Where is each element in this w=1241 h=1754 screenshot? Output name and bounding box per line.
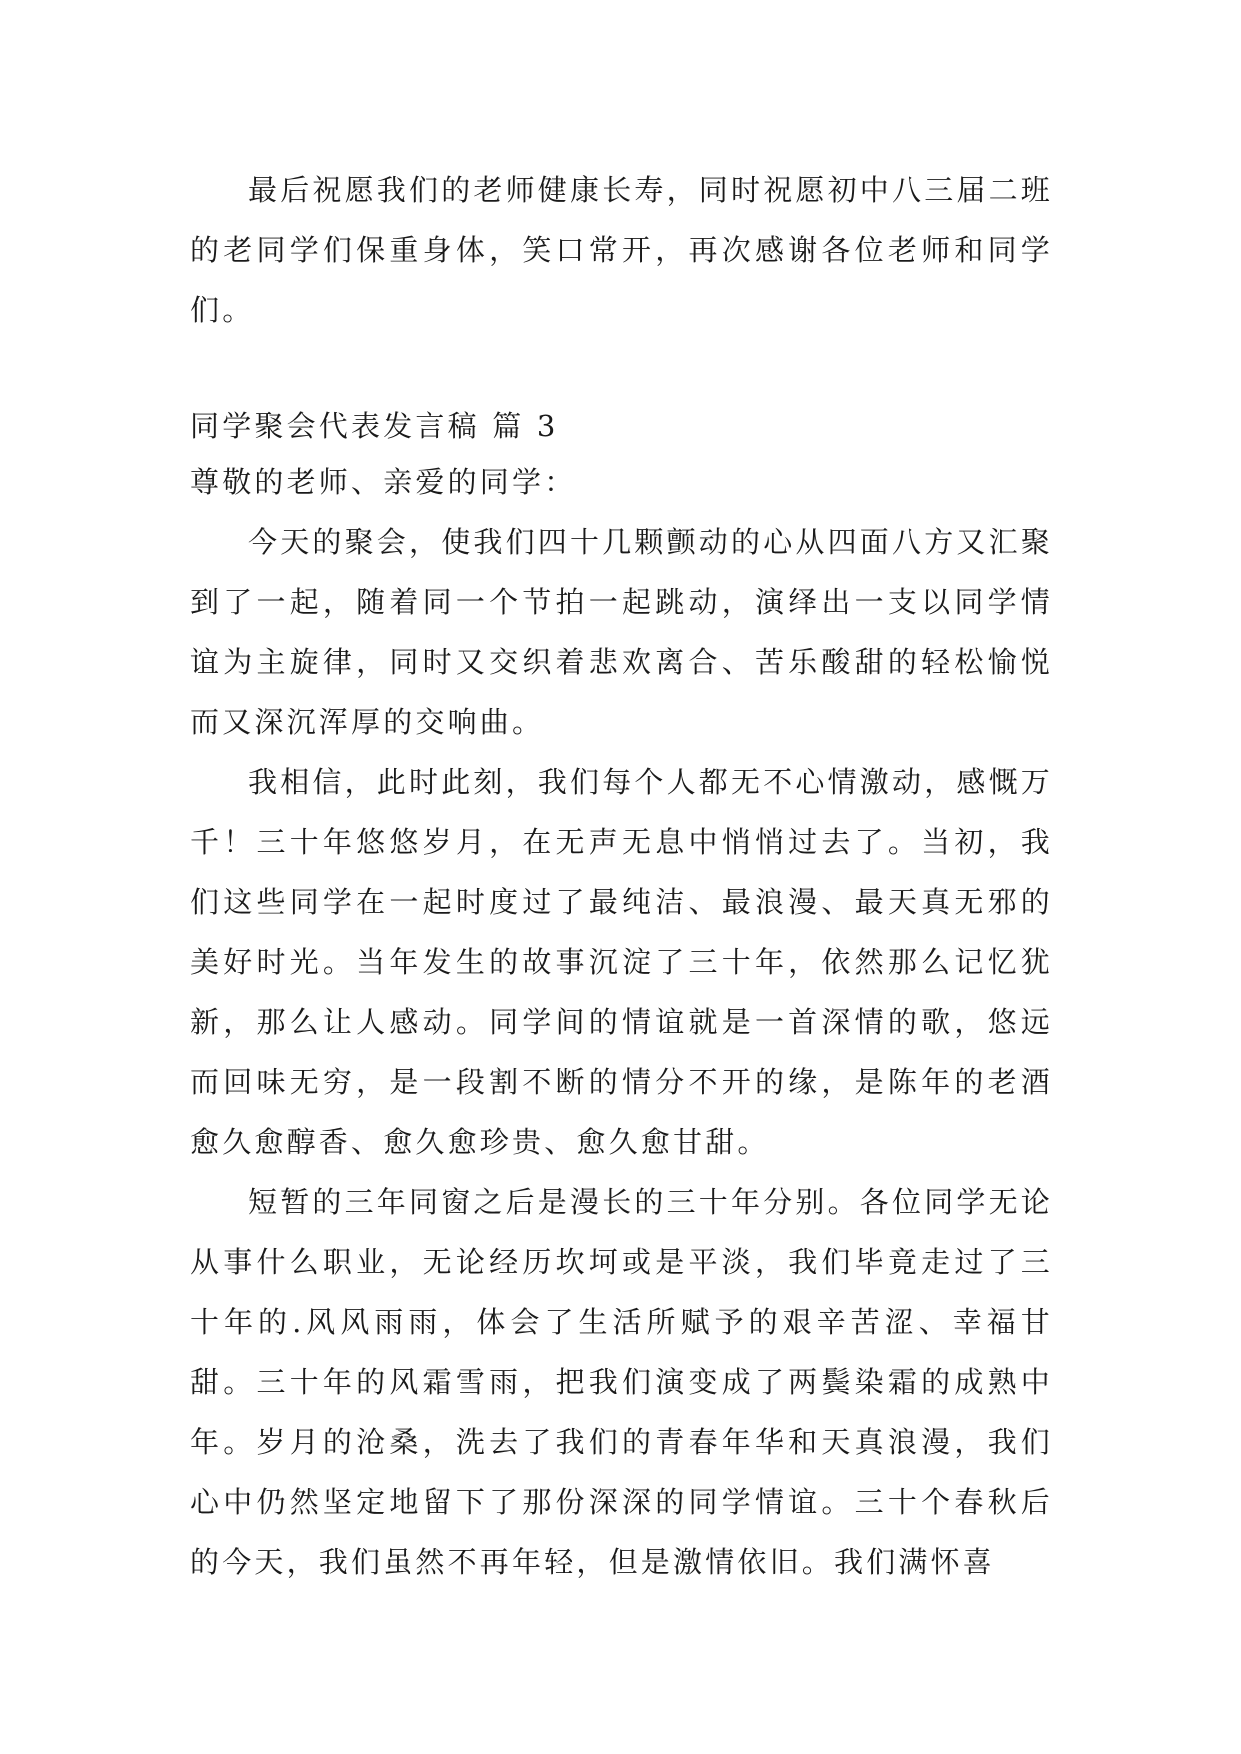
document-body xyxy=(190,160,1053,1592)
body-paragraph-2: 我相信，此时此刻，我们每个人都无不心情激动，感慨万千！三十年悠悠岁月，在无声无息中悄悄过去了。当初，我们这些同学在一起时度过了最纯洁、最浪漫、最天真无邪的美好时光。当年发生的故事沉淀了三十年，依然那么记忆犹新，那么让人感动。同学间的情谊就是一首深情的歌，悠远而回味无穷，是一段割不断的情分不开的缘，是陈年的老酒愈久愈醇香、愈久愈珍贵、愈久愈甘甜。 xyxy=(190,765,1054,1159)
section-title: 同学聚会代表发言稿 篇 3 xyxy=(190,409,559,443)
body-paragraph-3: 短暂的三年同窗之后是漫长的三十年分别。各位同学无论从事什么职业，无论经历坎坷或是平淡，我们毕竟走过了三十年的.风风雨雨，体会了生活所赋予的艰辛苦涩、幸福甘甜。三十年的风霜雪雨，把我们演变成了两鬓染霜的成熟中年。岁月的沧桑，洗去了我们的青春年华和天真浪漫，我们心中仍然坚定地留下了那份深深的同学情谊。三十个春秋后的今天，我们虽然不再年轻，但是激情依旧。我们满怀喜 xyxy=(190,1185,1054,1579)
closing-paragraph: 最后祝愿我们的老师健康长寿，同时祝愿初中八三届二班的老同学们保重身体，笑口常开，再次感谢各位老师和同学们。 xyxy=(190,173,1054,327)
body-paragraph-1: 今天的聚会，使我们四十几颗颤动的心从四面八方又汇聚到了一起，随着同一个节拍一起跳动，演绎出一支以同学情谊为主旋律，同时又交织着悲欢离合、苦乐酸甜的轻松愉悦而又深沉浑厚的交响曲。 xyxy=(190,525,1054,739)
salutation: 尊敬的老师、亲爱的同学： xyxy=(190,465,577,499)
